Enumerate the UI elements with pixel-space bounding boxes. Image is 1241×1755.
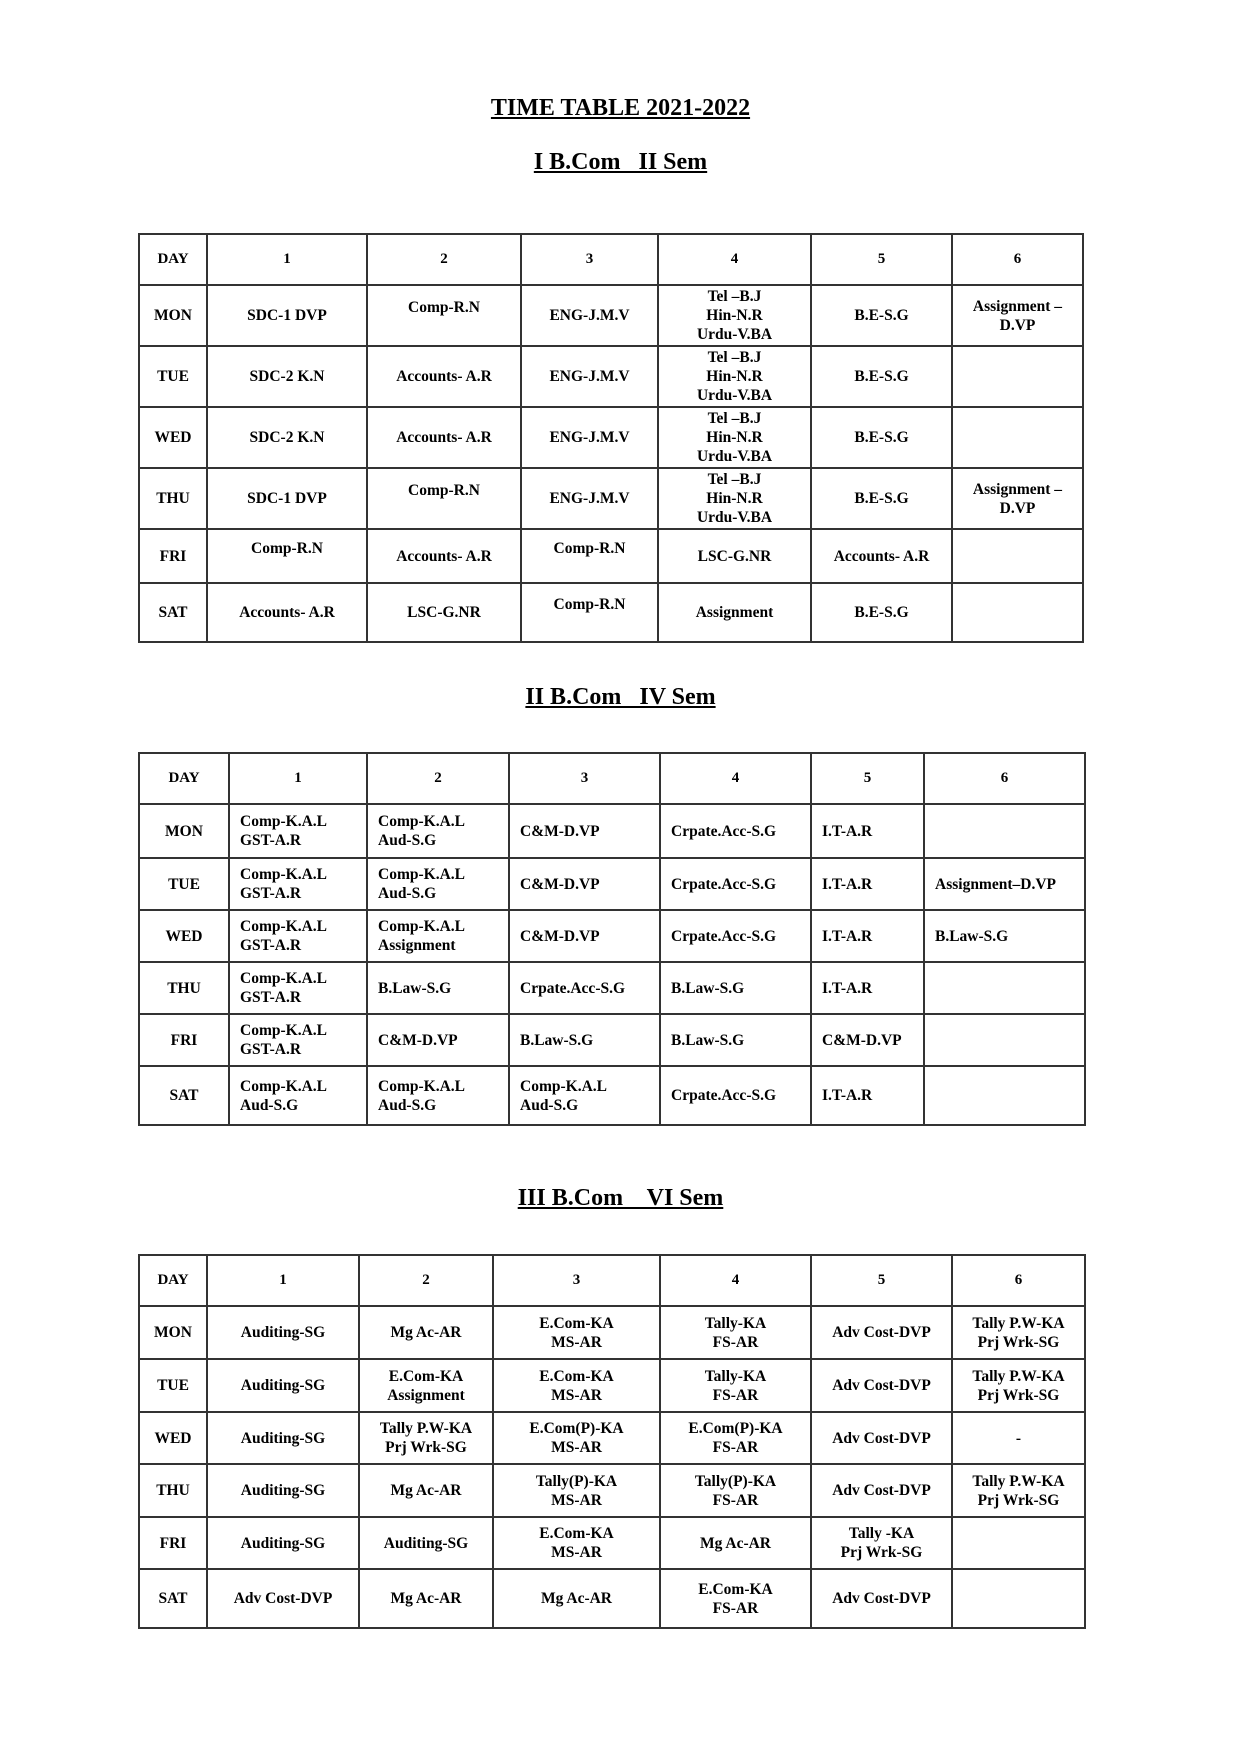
- subject-text: B.E-S.G: [854, 429, 909, 446]
- subject-text: E.Com-KA MS-AR: [539, 1314, 614, 1351]
- subject-text: Auditing-SG: [240, 1324, 326, 1341]
- period-cell: [359, 1569, 493, 1628]
- subject-text: Tally -KA Prj Wrk-SG: [840, 1525, 923, 1561]
- subject-text: B.E-S.G: [854, 307, 909, 324]
- header-period-2: 2: [367, 753, 509, 804]
- header-row: [139, 234, 1083, 285]
- period-cell: [952, 529, 1083, 583]
- period-cell: [207, 468, 367, 529]
- period-cell: [509, 1066, 660, 1125]
- subject-text: SDC-1 DVP: [247, 490, 327, 507]
- page-title: TIME TABLE 2021-2022: [490, 95, 751, 121]
- period-cell: [924, 910, 1085, 962]
- table-row: [139, 1014, 1085, 1066]
- header-period-4: 4: [660, 753, 811, 804]
- period-cell: [207, 1359, 359, 1412]
- period-cell: [229, 1066, 367, 1125]
- period-cell: [811, 346, 952, 407]
- day-label: THU: [156, 1482, 190, 1499]
- day-label: TUE: [168, 875, 200, 893]
- subject-text: Assignment: [695, 604, 774, 621]
- day-label: SAT: [169, 1087, 199, 1104]
- period-cell: [952, 407, 1083, 468]
- subject-text: B.Law-S.G: [520, 1031, 594, 1049]
- subject-text: Comp-R.N: [553, 596, 626, 613]
- period-cell: [367, 583, 521, 642]
- subject-text: LSC-G.NR: [697, 547, 772, 565]
- sem3-title: III B.Com VI Sem: [517, 1185, 724, 1211]
- period-cell: [207, 285, 367, 346]
- period-cell: [367, 285, 521, 346]
- subject-text: LSC-G.NR: [407, 604, 481, 621]
- subject-text: C&M-D.VP: [822, 1031, 902, 1049]
- period-cell: [924, 1014, 1085, 1066]
- period-cell: [924, 962, 1085, 1014]
- subject-text: Assignment – D.VP: [972, 297, 1063, 334]
- subject-text: Tally(P)-KA FS-AR: [694, 1472, 777, 1509]
- period-cell: [521, 346, 658, 407]
- period-cell: [521, 407, 658, 468]
- subject-text: Comp-K.A.L Assignment: [378, 918, 465, 954]
- subject-text: Crpate.Acc-S.G: [671, 875, 777, 893]
- subject-text: Mg Ac-AR: [390, 1324, 462, 1341]
- subject-text: Accounts- A.R: [239, 604, 335, 621]
- day-cell: [139, 962, 229, 1014]
- sem1-title: I B.Com II Sem: [533, 149, 708, 175]
- day-cell: [139, 468, 207, 529]
- period-cell: [493, 1412, 660, 1464]
- subject-text: I.T-A.R: [822, 1087, 873, 1104]
- subject-text: Comp-K.A.L Aud-S.G: [378, 866, 465, 902]
- period-cell: [660, 1464, 811, 1517]
- subject-text: B.Law-S.G: [671, 1031, 745, 1049]
- header-period-3: 3: [509, 753, 660, 804]
- sem2-title: II B.Com IV Sem: [525, 684, 716, 710]
- table-row: [139, 1517, 1085, 1569]
- subject-text: ENG-J.M.V: [549, 429, 630, 446]
- day-cell: [139, 1517, 207, 1569]
- period-cell: [493, 1306, 660, 1359]
- subject-text: ENG-J.M.V: [549, 368, 630, 385]
- period-cell: [811, 583, 952, 642]
- day-label: MON: [154, 307, 192, 324]
- header-period-6: 6: [952, 234, 1083, 285]
- header-period-5: 5: [811, 1255, 952, 1306]
- subject-text: Adv Cost-DVP: [233, 1590, 333, 1607]
- period-cell: [229, 804, 367, 858]
- subject-text: Accounts- A.R: [396, 429, 492, 446]
- period-cell: [521, 468, 658, 529]
- header-period-4: 4: [660, 1255, 811, 1306]
- subject-text: Tally P.W-KA Prj Wrk-SG: [972, 1367, 1065, 1404]
- table-row: [139, 962, 1085, 1014]
- period-cell: [229, 1014, 367, 1066]
- subject-text: SDC-1 DVP: [247, 307, 327, 324]
- table-row: [139, 468, 1083, 529]
- subject-text: ENG-J.M.V: [549, 307, 630, 324]
- header-period-6: 6: [924, 753, 1085, 804]
- subject-text: I.T-A.R: [822, 822, 873, 840]
- subject-text: Tel –B.J Hin-N.R Urdu-V.BA: [696, 349, 773, 404]
- period-cell: [521, 285, 658, 346]
- subject-text: B.E-S.G: [854, 368, 909, 385]
- table-row: [139, 1412, 1085, 1464]
- subject-text: Comp-R.N: [553, 539, 626, 557]
- period-cell: [207, 583, 367, 642]
- period-cell: [207, 346, 367, 407]
- subject-text: Tel –B.J Hin-N.R Urdu-V.BA: [696, 471, 773, 526]
- period-cell: [660, 1014, 811, 1066]
- period-cell: [952, 1359, 1085, 1412]
- subject-text: Assignment – D.VP: [972, 480, 1063, 517]
- table-row: [139, 1464, 1085, 1517]
- subject-text: Tally P.W-KA Prj Wrk-SG: [972, 1314, 1065, 1351]
- period-cell: [924, 858, 1085, 910]
- subject-text: Accounts- A.R: [833, 547, 930, 565]
- period-cell: [658, 468, 811, 529]
- day-cell: [139, 1412, 207, 1464]
- period-cell: [367, 804, 509, 858]
- subject-text: Assignment–D.VP: [935, 875, 1056, 893]
- table-row: [139, 1569, 1085, 1628]
- period-cell: [811, 1569, 952, 1628]
- period-cell: [811, 468, 952, 529]
- header-period-4: 4: [658, 234, 811, 285]
- timetable-sem1: [138, 233, 1084, 643]
- period-cell: [207, 1412, 359, 1464]
- subject-text: Crpate.Acc-S.G: [671, 927, 777, 945]
- subject-text: Tally-KA FS-AR: [704, 1367, 767, 1404]
- subject-text: Tel –B.J Hin-N.R Urdu-V.BA: [696, 410, 773, 465]
- header-row: [139, 1255, 1085, 1306]
- period-cell: [207, 1517, 359, 1569]
- period-cell: [521, 529, 658, 583]
- subject-text: Auditing-SG: [240, 1482, 326, 1499]
- table-row: [139, 910, 1085, 962]
- period-cell: [509, 1014, 660, 1066]
- subject-text: ENG-J.M.V: [549, 490, 630, 507]
- subject-text: E.Com-KA MS-AR: [539, 1367, 614, 1404]
- subject-text: I.T-A.R: [822, 927, 873, 945]
- subject-text: Mg Ac-AR: [699, 1534, 772, 1552]
- period-cell: [367, 468, 521, 529]
- period-cell: [367, 1014, 509, 1066]
- day-cell: [139, 1306, 207, 1359]
- table-row: [139, 804, 1085, 858]
- period-cell: [367, 346, 521, 407]
- period-cell: [660, 1359, 811, 1412]
- subject-text: B.E-S.G: [854, 604, 909, 621]
- subject-text: Adv Cost-DVP: [832, 1429, 931, 1447]
- period-cell: [952, 1306, 1085, 1359]
- table-row: [139, 1359, 1085, 1412]
- subject-text: Adv Cost-DVP: [832, 1377, 931, 1394]
- period-cell: [359, 1359, 493, 1412]
- subject-text: Adv Cost-DVP: [832, 1590, 931, 1607]
- day-cell: [139, 1464, 207, 1517]
- subject-text: Accounts- A.R: [396, 547, 492, 565]
- table-row: [139, 1066, 1085, 1125]
- period-cell: [658, 407, 811, 468]
- timetable-sem3: [138, 1254, 1086, 1629]
- subject-text: Comp-K.A.L GST-A.R: [240, 813, 327, 849]
- subject-text: C&M-D.VP: [378, 1031, 458, 1049]
- period-cell: [924, 1066, 1085, 1125]
- day-label: TUE: [157, 1377, 189, 1394]
- header-day: DAY: [139, 753, 229, 804]
- period-cell: [952, 583, 1083, 642]
- subject-text: Auditing-SG: [240, 1534, 326, 1552]
- subject-text: SDC-2 K.N: [249, 368, 325, 385]
- period-cell: [660, 1412, 811, 1464]
- period-cell: [367, 1066, 509, 1125]
- subject-text: I.T-A.R: [822, 979, 873, 997]
- period-cell: [811, 1412, 952, 1464]
- day-label: WED: [154, 1429, 192, 1447]
- subject-text: E.Com-KA MS-AR: [539, 1525, 614, 1561]
- day-cell: [139, 1569, 207, 1628]
- day-label: MON: [154, 1324, 192, 1341]
- day-cell: [139, 529, 207, 583]
- table-row: [139, 346, 1083, 407]
- period-cell: [660, 1066, 811, 1125]
- period-cell: [924, 804, 1085, 858]
- subject-text: C&M-D.VP: [520, 822, 600, 840]
- header-period-3: 3: [493, 1255, 660, 1306]
- header-period-1: 1: [207, 234, 367, 285]
- subject-text: Comp-K.A.L Aud-S.G: [378, 813, 465, 849]
- subject-text: Mg Ac-AR: [390, 1482, 462, 1499]
- period-cell: [207, 1306, 359, 1359]
- subject-text: Auditing-SG: [240, 1429, 326, 1447]
- period-cell: [493, 1569, 660, 1628]
- period-cell: [509, 910, 660, 962]
- period-cell: [660, 858, 811, 910]
- day-label: THU: [167, 979, 201, 997]
- subject-text: Comp-R.N: [408, 482, 480, 499]
- header-row: [139, 753, 1085, 804]
- period-cell: [493, 1359, 660, 1412]
- subject-text: Tel –B.J Hin-N.R Urdu-V.BA: [696, 288, 773, 343]
- subject-text: B.Law-S.G: [935, 927, 1009, 945]
- period-cell: [658, 583, 811, 642]
- table-row: [139, 1306, 1085, 1359]
- period-cell: [952, 1412, 1085, 1464]
- subject-text: Auditing-SG: [240, 1377, 326, 1394]
- period-cell: [952, 1464, 1085, 1517]
- subject-text: Comp-K.A.L Aud-S.G: [240, 1077, 327, 1114]
- period-cell: [509, 858, 660, 910]
- period-cell: [367, 910, 509, 962]
- subject-text: Comp-K.A.L GST-A.R: [240, 918, 327, 954]
- day-cell: [139, 858, 229, 910]
- subject-text: I.T-A.R: [822, 875, 873, 893]
- subject-text: Accounts- A.R: [396, 368, 492, 385]
- period-cell: [229, 962, 367, 1014]
- period-cell: [509, 804, 660, 858]
- day-cell: [139, 1066, 229, 1125]
- subject-text: E.Com(P)-KA MS-AR: [529, 1420, 624, 1456]
- day-label: FRI: [159, 1534, 187, 1552]
- subject-text: B.E-S.G: [854, 490, 909, 507]
- subject-text: Tally-KA FS-AR: [704, 1314, 767, 1351]
- period-cell: [811, 804, 924, 858]
- day-label: TUE: [157, 368, 189, 385]
- period-cell: [229, 858, 367, 910]
- period-cell: [660, 804, 811, 858]
- period-cell: [229, 910, 367, 962]
- period-cell: [811, 1306, 952, 1359]
- day-label: WED: [154, 429, 192, 446]
- subject-text: Tally(P)-KA MS-AR: [535, 1472, 618, 1509]
- subject-text: Comp-K.A.L Aud-S.G: [520, 1077, 607, 1114]
- subject-text: Comp-R.N: [251, 539, 323, 557]
- subject-text: Mg Ac-AR: [540, 1590, 613, 1607]
- subject-text: Adv Cost-DVP: [832, 1482, 931, 1499]
- subject-text: Comp-K.A.L Aud-S.G: [378, 1077, 465, 1114]
- period-cell: [367, 858, 509, 910]
- period-cell: [660, 962, 811, 1014]
- period-cell: [367, 529, 521, 583]
- header-period-5: 5: [811, 753, 924, 804]
- period-cell: [811, 1359, 952, 1412]
- day-cell: [139, 285, 207, 346]
- period-cell: [811, 1014, 924, 1066]
- subject-text: Comp-K.A.L GST-A.R: [240, 866, 327, 902]
- subject-text: -: [1015, 1429, 1022, 1447]
- period-cell: [207, 407, 367, 468]
- subject-text: C&M-D.VP: [520, 927, 600, 945]
- subject-text: E.Com-KA FS-AR: [698, 1580, 773, 1617]
- subject-text: Mg Ac-AR: [390, 1590, 462, 1607]
- period-cell: [811, 285, 952, 346]
- day-cell: [139, 407, 207, 468]
- period-cell: [207, 529, 367, 583]
- subject-text: Comp-K.A.L GST-A.R: [240, 970, 327, 1006]
- subject-text: Crpate.Acc-S.G: [671, 822, 777, 840]
- header-period-6: 6: [952, 1255, 1085, 1306]
- period-cell: [521, 583, 658, 642]
- period-cell: [811, 407, 952, 468]
- day-cell: [139, 346, 207, 407]
- subject-text: B.Law-S.G: [378, 979, 452, 997]
- day-cell: [139, 804, 229, 858]
- period-cell: [811, 1517, 952, 1569]
- period-cell: [952, 285, 1083, 346]
- period-cell: [811, 858, 924, 910]
- subject-text: Crpate.Acc-S.G: [671, 1087, 777, 1104]
- subject-text: Adv Cost-DVP: [832, 1324, 931, 1341]
- subject-text: Tally P.W-KA Prj Wrk-SG: [972, 1472, 1065, 1509]
- period-cell: [952, 468, 1083, 529]
- day-label: SAT: [158, 1590, 188, 1607]
- subject-text: Comp-R.N: [408, 299, 480, 316]
- subject-text: C&M-D.VP: [520, 875, 600, 893]
- period-cell: [359, 1464, 493, 1517]
- day-label: MON: [165, 822, 203, 840]
- period-cell: [493, 1464, 660, 1517]
- header-period-1: 1: [229, 753, 367, 804]
- period-cell: [811, 910, 924, 962]
- period-cell: [359, 1306, 493, 1359]
- period-cell: [658, 285, 811, 346]
- table-row: [139, 583, 1083, 642]
- period-cell: [811, 529, 952, 583]
- header-day: DAY: [139, 234, 207, 285]
- period-cell: [493, 1517, 660, 1569]
- timetable-sem2: [138, 752, 1086, 1126]
- day-label: SAT: [158, 604, 188, 621]
- day-label: FRI: [159, 547, 187, 565]
- table-row: [139, 285, 1083, 346]
- period-cell: [367, 962, 509, 1014]
- day-cell: [139, 583, 207, 642]
- subject-text: Crpate.Acc-S.G: [520, 979, 626, 997]
- subject-text: SDC-2 K.N: [249, 429, 325, 446]
- subject-text: E.Com(P)-KA FS-AR: [688, 1420, 783, 1456]
- subject-text: B.Law-S.G: [671, 979, 745, 997]
- period-cell: [660, 1306, 811, 1359]
- day-cell: [139, 1014, 229, 1066]
- period-cell: [207, 1464, 359, 1517]
- header-period-1: 1: [207, 1255, 359, 1306]
- day-cell: [139, 910, 229, 962]
- subject-text: Comp-K.A.L GST-A.R: [240, 1022, 327, 1058]
- day-cell: [139, 1359, 207, 1412]
- table-row: [139, 407, 1083, 468]
- subject-text: Auditing-SG: [383, 1534, 469, 1552]
- table-row: [139, 529, 1083, 583]
- period-cell: [509, 962, 660, 1014]
- period-cell: [811, 1066, 924, 1125]
- header-day: DAY: [139, 1255, 207, 1306]
- header-period-2: 2: [367, 234, 521, 285]
- period-cell: [811, 962, 924, 1014]
- period-cell: [359, 1517, 493, 1569]
- period-cell: [952, 1517, 1085, 1569]
- period-cell: [811, 1464, 952, 1517]
- period-cell: [660, 1569, 811, 1628]
- period-cell: [359, 1412, 493, 1464]
- day-label: FRI: [170, 1031, 198, 1049]
- period-cell: [367, 407, 521, 468]
- header-period-5: 5: [811, 234, 952, 285]
- table-row: [139, 858, 1085, 910]
- period-cell: [952, 346, 1083, 407]
- day-label: THU: [156, 490, 190, 507]
- subject-text: Tally P.W-KA Prj Wrk-SG: [379, 1420, 473, 1456]
- period-cell: [207, 1569, 359, 1628]
- period-cell: [660, 910, 811, 962]
- period-cell: [658, 346, 811, 407]
- period-cell: [952, 1569, 1085, 1628]
- period-cell: [658, 529, 811, 583]
- header-period-3: 3: [521, 234, 658, 285]
- header-period-2: 2: [359, 1255, 493, 1306]
- day-label: WED: [165, 927, 203, 945]
- period-cell: [660, 1517, 811, 1569]
- subject-text: E.Com-KA Assignment: [387, 1367, 465, 1404]
